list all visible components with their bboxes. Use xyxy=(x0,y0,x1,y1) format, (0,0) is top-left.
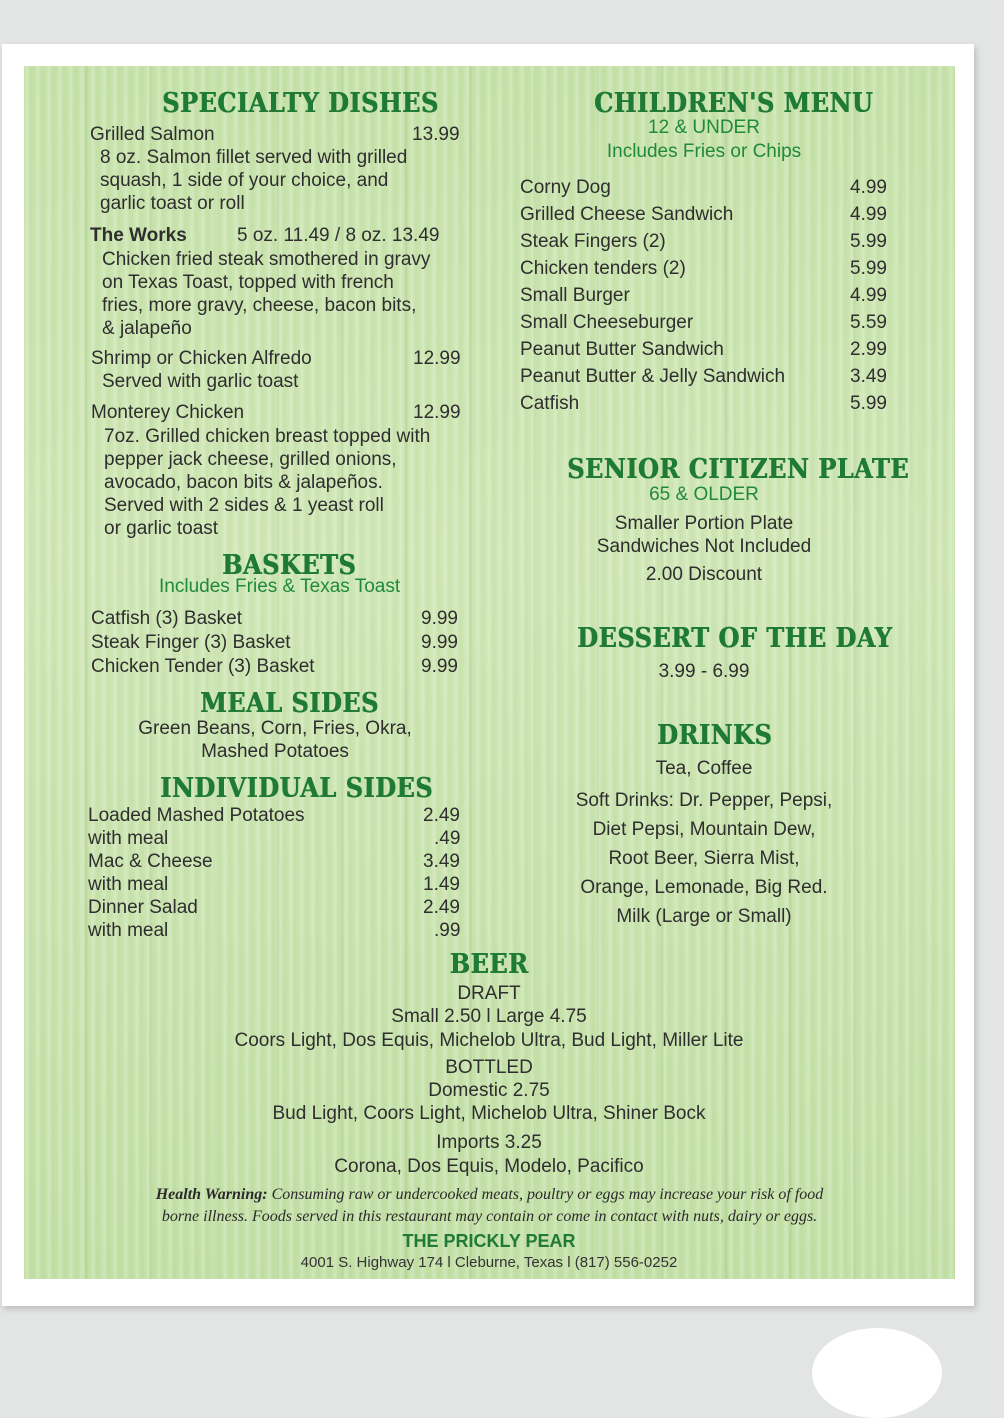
kids-item-price: 4.99 xyxy=(850,177,887,198)
kids-item-price: 4.99 xyxy=(850,285,887,306)
specialty-item-desc: Chicken fried steak smothered in gravy xyxy=(102,249,431,270)
beer-imports-price: Imports 3.25 xyxy=(436,1132,542,1153)
specialty-item-price: 5 oz. 11.49 / 8 oz. 13.49 xyxy=(237,225,440,246)
senior-plate-text: Sandwiches Not Included xyxy=(596,536,812,557)
specialty-item-desc: fries, more gravy, cheese, bacon bits, xyxy=(102,295,417,316)
specialty-item-desc: avocado, bacon bits & jalapeños. xyxy=(104,472,383,493)
specialty-item-desc: on Texas Toast, topped with french xyxy=(102,272,394,293)
side-item-name: with meal xyxy=(88,920,169,941)
kids-item-name: Steak Fingers (2) xyxy=(520,231,666,252)
childrens-menu-note: Includes Fries or Chips xyxy=(606,141,802,162)
beer-domestic-price: Domestic 2.75 xyxy=(428,1080,550,1101)
drinks-text: Root Beer, Sierra Mist, xyxy=(608,848,800,869)
kids-item-name: Small Cheeseburger xyxy=(520,312,694,333)
kids-item-name: Corny Dog xyxy=(520,177,611,198)
side-item-price: .99 xyxy=(434,920,461,941)
basket-item-name: Steak Finger (3) Basket xyxy=(91,632,291,653)
childrens-menu-age: 12 & UNDER xyxy=(648,117,760,138)
kids-item-name: Grilled Cheese Sandwich xyxy=(520,204,734,225)
specialty-item-desc: 7oz. Grilled chicken breast topped with xyxy=(104,426,431,447)
dessert-price: 3.99 - 6.99 xyxy=(658,661,750,682)
drinks-text: Soft Drinks: Dr. Pepper, Pepsi, xyxy=(575,790,833,811)
meal-sides-text: Mashed Potatoes xyxy=(201,741,349,762)
side-item-name: Dinner Salad xyxy=(88,897,198,918)
drinks-heading: DRINKS xyxy=(657,718,773,751)
basket-item-name: Chicken Tender (3) Basket xyxy=(91,656,315,677)
meal-sides-heading: MEAL SIDES xyxy=(200,686,379,719)
health-warning-line1 xyxy=(64,1186,915,1204)
basket-item-price: 9.99 xyxy=(421,632,458,653)
meal-sides-text: Green Beans, Corn, Fries, Okra, xyxy=(138,718,412,739)
restaurant-address: 4001 S. Highway 174 l Cleburne, Texas l (817) 556-0252 xyxy=(300,1254,678,1271)
side-item-name: Loaded Mashed Potatoes xyxy=(88,805,305,826)
floating-action-shape xyxy=(812,1328,942,1418)
childrens-menu-heading: CHILDREN'S MENU xyxy=(594,86,874,119)
menu-board xyxy=(24,66,955,1279)
senior-plate-age: 65 & OLDER xyxy=(649,484,759,505)
health-warning-label: Health Warning: xyxy=(155,1186,268,1203)
specialty-item-desc: pepper jack cheese, grilled onions, xyxy=(104,449,397,470)
basket-item-price: 9.99 xyxy=(421,608,458,629)
senior-plate-text: Smaller Portion Plate xyxy=(614,513,794,534)
beer-domestic-list: Bud Light, Coors Light, Michelob Ultra, Shiner Bock xyxy=(272,1103,706,1124)
specialty-item-desc: Served with garlic toast xyxy=(102,371,299,392)
senior-plate-discount: 2.00 Discount xyxy=(645,564,763,585)
beer-draft-prices: Small 2.50 l Large 4.75 xyxy=(391,1006,587,1027)
kids-item-price: 5.59 xyxy=(850,312,887,333)
kids-item-price: 5.99 xyxy=(850,258,887,279)
side-item-name: with meal xyxy=(88,828,169,849)
specialty-item-price: 12.99 xyxy=(413,348,461,369)
kids-item-price: 5.99 xyxy=(850,393,887,414)
specialty-item-name: Monterey Chicken xyxy=(91,402,245,423)
kids-item-name: Small Burger xyxy=(520,285,630,306)
specialty-item-name: The Works xyxy=(90,225,187,246)
health-warning-line2: borne illness. Foods served in this restaurant may contain or come in contact with nuts, dairy or eggs. xyxy=(161,1208,818,1225)
kids-item-name: Peanut Butter & Jelly Sandwich xyxy=(520,366,786,387)
side-item-price: 2.49 xyxy=(423,897,460,918)
kids-item-price: 2.99 xyxy=(850,339,887,360)
specialty-item-desc: or garlic toast xyxy=(104,518,219,539)
kids-item-name: Chicken tenders (2) xyxy=(520,258,686,279)
beer-imports-list: Corona, Dos Equis, Modelo, Pacifico xyxy=(334,1156,644,1177)
side-item-name: Mac & Cheese xyxy=(88,851,213,872)
drinks-text: Tea, Coffee xyxy=(655,758,753,779)
menu-page xyxy=(2,44,974,1306)
beer-draft-list: Coors Light, Dos Equis, Michelob Ultra, Bud Light, Miller Lite xyxy=(234,1030,744,1051)
baskets-subtitle: Includes Fries & Texas Toast xyxy=(159,576,401,597)
specialty-item-desc: Served with 2 sides & 1 yeast roll xyxy=(104,495,384,516)
specialty-item-desc: garlic toast or roll xyxy=(100,193,245,214)
kids-item-name: Peanut Butter Sandwich xyxy=(520,339,724,360)
kids-item-price: 4.99 xyxy=(850,204,887,225)
specialty-item-desc: squash, 1 side of your choice, and xyxy=(100,170,389,191)
drinks-text: Milk (Large or Small) xyxy=(616,906,792,927)
drinks-text: Diet Pepsi, Mountain Dew, xyxy=(592,819,816,840)
basket-item-name: Catfish (3) Basket xyxy=(91,608,242,629)
specialty-item-desc: 8 oz. Salmon fillet served with grilled xyxy=(100,147,408,168)
specialty-item-price: 12.99 xyxy=(413,402,461,423)
individual-sides-heading: INDIVIDUAL SIDES xyxy=(160,771,433,804)
side-item-price: 3.49 xyxy=(423,851,460,872)
beer-draft-label: DRAFT xyxy=(457,983,521,1004)
side-item-price: 2.49 xyxy=(423,805,460,826)
specialty-item-name: Grilled Salmon xyxy=(90,124,215,145)
basket-item-price: 9.99 xyxy=(421,656,458,677)
specialty-item-name: Shrimp or Chicken Alfredo xyxy=(91,348,312,369)
kids-item-name: Catfish xyxy=(520,393,580,414)
specialty-dishes-heading: SPECIALTY DISHES xyxy=(162,86,439,119)
restaurant-name: THE PRICKLY PEAR xyxy=(402,1231,576,1251)
baskets-heading: BASKETS xyxy=(222,548,357,581)
specialty-item-price: 13.99 xyxy=(412,124,460,145)
drinks-text: Orange, Lemonade, Big Red. xyxy=(580,877,828,898)
dessert-heading: DESSERT OF THE DAY xyxy=(577,621,893,654)
health-warning-text: Consuming raw or undercooked meats, poultry or eggs may increase your risk of food xyxy=(267,1186,824,1203)
beer-bottled-label: BOTTLED xyxy=(445,1057,533,1078)
side-item-price: 1.49 xyxy=(423,874,460,895)
beer-heading: BEER xyxy=(449,947,529,980)
side-item-name: with meal xyxy=(88,874,169,895)
kids-item-price: 5.99 xyxy=(850,231,887,252)
side-item-price: .49 xyxy=(434,828,461,849)
specialty-item-desc: & jalapeño xyxy=(102,318,192,339)
senior-plate-heading: SENIOR CITIZEN PLATE xyxy=(567,452,909,485)
kids-item-price: 3.49 xyxy=(850,366,887,387)
